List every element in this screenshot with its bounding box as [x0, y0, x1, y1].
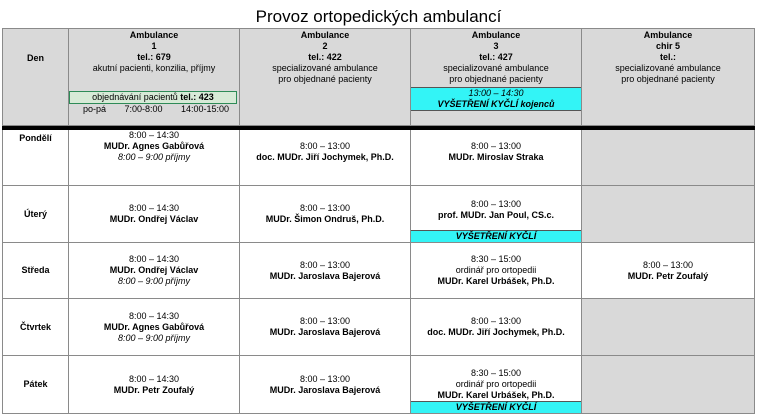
time: 8:00 – 13:00 — [299, 373, 351, 384]
cell-wed-4 — [582, 243, 755, 299]
doctor: MUDr. Miroslav Straka — [448, 152, 544, 162]
doctor: MUDr. Karel Urbášek, Ph.D. — [437, 390, 555, 400]
amb2-tel: tel.: 422 — [308, 52, 342, 62]
amb4-desc2: pro objednané pacienty — [621, 74, 715, 84]
amb4-desc1: specializované ambulance — [615, 63, 721, 73]
cell-tue-1 — [69, 186, 240, 243]
time: 8:00 – 14:30 — [128, 203, 180, 213]
schedule-table — [2, 28, 755, 414]
cell-tue-3 — [411, 186, 582, 243]
ambulance-2-header — [240, 29, 411, 126]
ambulance-1-header — [69, 29, 240, 126]
amb3-name: Ambulance — [471, 30, 521, 40]
doctor: MUDr. Jaroslava Bajerová — [269, 384, 381, 395]
cell-fri-2 — [240, 356, 411, 414]
doctor: prof. MUDr. Jan Poul, CS.c. — [437, 210, 554, 220]
amb1-tel: tel.: 679 — [137, 52, 171, 62]
hip-exam-label: VYŠETŘENÍ KYČLÍ kojenců — [437, 99, 555, 109]
amb3-desc1: specializované ambulance — [443, 63, 549, 73]
amb2-num: 2 — [322, 41, 328, 51]
hip-exam-badge: VYŠETŘENÍ KYČLÍ — [410, 230, 582, 243]
time: 8:30 – 15:00 — [470, 254, 522, 264]
doctor: MUDr. Agnes Gabůřová — [103, 321, 205, 332]
time: 8:00 – 13:00 — [642, 259, 694, 270]
time: 8:30 – 15:00 — [470, 368, 522, 378]
row-friday — [3, 356, 755, 414]
cell-thu-1 — [69, 299, 240, 356]
doctor: MUDr. Agnes Gabůřová — [103, 141, 205, 151]
cell-mon-2 — [240, 130, 411, 186]
row-monday — [3, 130, 755, 186]
amb4-num: chir 5 — [655, 41, 680, 51]
note: ordinář pro ortopedii — [455, 379, 537, 389]
time: 8:00 – 13:00 — [299, 141, 351, 151]
time: 8:00 – 13:00 — [470, 316, 522, 326]
time: 8:00 – 14:30 — [128, 310, 180, 321]
amb1-num: 1 — [151, 41, 157, 51]
time: 8:00 – 14:30 — [128, 254, 180, 264]
day-label: Úterý — [3, 186, 69, 243]
note: ordinář pro ortopedii — [455, 265, 537, 275]
cell-wed-1 — [69, 243, 240, 299]
hip-exam-time: 13:00 – 14:30 — [468, 88, 524, 98]
doctor: MUDr. Šimon Ondruš, Ph.D. — [265, 214, 385, 224]
amb1-desc: akutní pacienti, konzilia, příjmy — [92, 63, 216, 73]
time: 8:00 – 13:00 — [299, 259, 351, 270]
row-thursday — [3, 299, 755, 356]
time: 8:00 – 13:00 — [299, 316, 351, 326]
time: 8:00 – 14:30 — [128, 130, 180, 140]
cell-fri-4 — [582, 356, 755, 414]
amb4-name: Ambulance — [643, 30, 693, 40]
cell-wed-2 — [240, 243, 411, 299]
cell-mon-1 — [69, 130, 240, 186]
amb2-desc2: pro objednané pacienty — [278, 74, 372, 84]
day-label: Pondělí — [3, 130, 69, 186]
day-column-header: Den — [3, 29, 69, 126]
cell-tue-4 — [582, 186, 755, 243]
cell-mon-4 — [582, 130, 755, 186]
ambulance-3-header — [411, 29, 582, 126]
cell-fri-1 — [69, 356, 240, 414]
doctor: MUDr. Ondřej Václav — [109, 265, 199, 275]
admissions: 8:00 – 9:00 příjmy — [117, 152, 191, 162]
time: 8:00 – 13:00 — [470, 141, 522, 151]
header-row — [3, 29, 755, 126]
amb2-desc1: specializované ambulance — [272, 63, 378, 73]
admissions: 8:00 – 9:00 příjmy — [117, 332, 191, 343]
doctor: doc. MUDr. Jiří Jochymek, Ph.D. — [256, 152, 394, 162]
doctor: MUDr. Petr Zoufalý — [113, 384, 195, 395]
ordering-hours: po-pá 7:00-8:00 14:00-15:00 — [83, 104, 229, 114]
day-label: Pátek — [3, 356, 69, 414]
time: 8:00 – 14:30 — [128, 373, 180, 384]
hip-exam-infants-box — [410, 87, 582, 111]
cell-fri-3 — [411, 356, 582, 414]
doctor: doc. MUDr. Jiří Jochymek, Ph.D. — [427, 327, 565, 337]
doctor: MUDr. Ondřej Václav — [109, 214, 199, 224]
admissions: 8:00 – 9:00 příjmy — [117, 276, 191, 286]
row-tuesday — [3, 186, 755, 243]
cell-tue-2 — [240, 186, 411, 243]
hip-exam-badge: VYŠETŘENÍ KYČLÍ — [410, 401, 582, 414]
amb3-num: 3 — [493, 41, 499, 51]
amb4-tel: tel.: — [659, 52, 676, 62]
doctor: MUDr. Jaroslava Bajerová — [269, 327, 381, 337]
page-title: Provoz ortopedických ambulancí — [255, 7, 502, 26]
cell-thu-4 — [582, 299, 755, 356]
amb1-name: Ambulance — [129, 30, 179, 40]
doctor: MUDr. Petr Zoufalý — [627, 270, 709, 281]
time: 8:00 – 13:00 — [299, 203, 351, 213]
cell-thu-3 — [411, 299, 582, 356]
amb2-name: Ambulance — [300, 30, 350, 40]
ambulance-chir5-header — [582, 29, 755, 126]
day-label: Čtvrtek — [3, 299, 69, 356]
cell-thu-2 — [240, 299, 411, 356]
amb3-desc2: pro objednané pacienty — [449, 74, 543, 84]
day-label: Středa — [3, 243, 69, 299]
doctor: MUDr. Karel Urbášek, Ph.D. — [437, 276, 555, 286]
row-wednesday — [3, 243, 755, 299]
doctor: MUDr. Jaroslava Bajerová — [269, 270, 381, 281]
amb3-tel: tel.: 427 — [479, 52, 513, 62]
time: 8:00 – 13:00 — [470, 199, 522, 209]
cell-wed-3 — [411, 243, 582, 299]
cell-mon-3 — [411, 130, 582, 186]
ordering-box: objednávání pacientů tel.: 423 — [69, 91, 237, 104]
